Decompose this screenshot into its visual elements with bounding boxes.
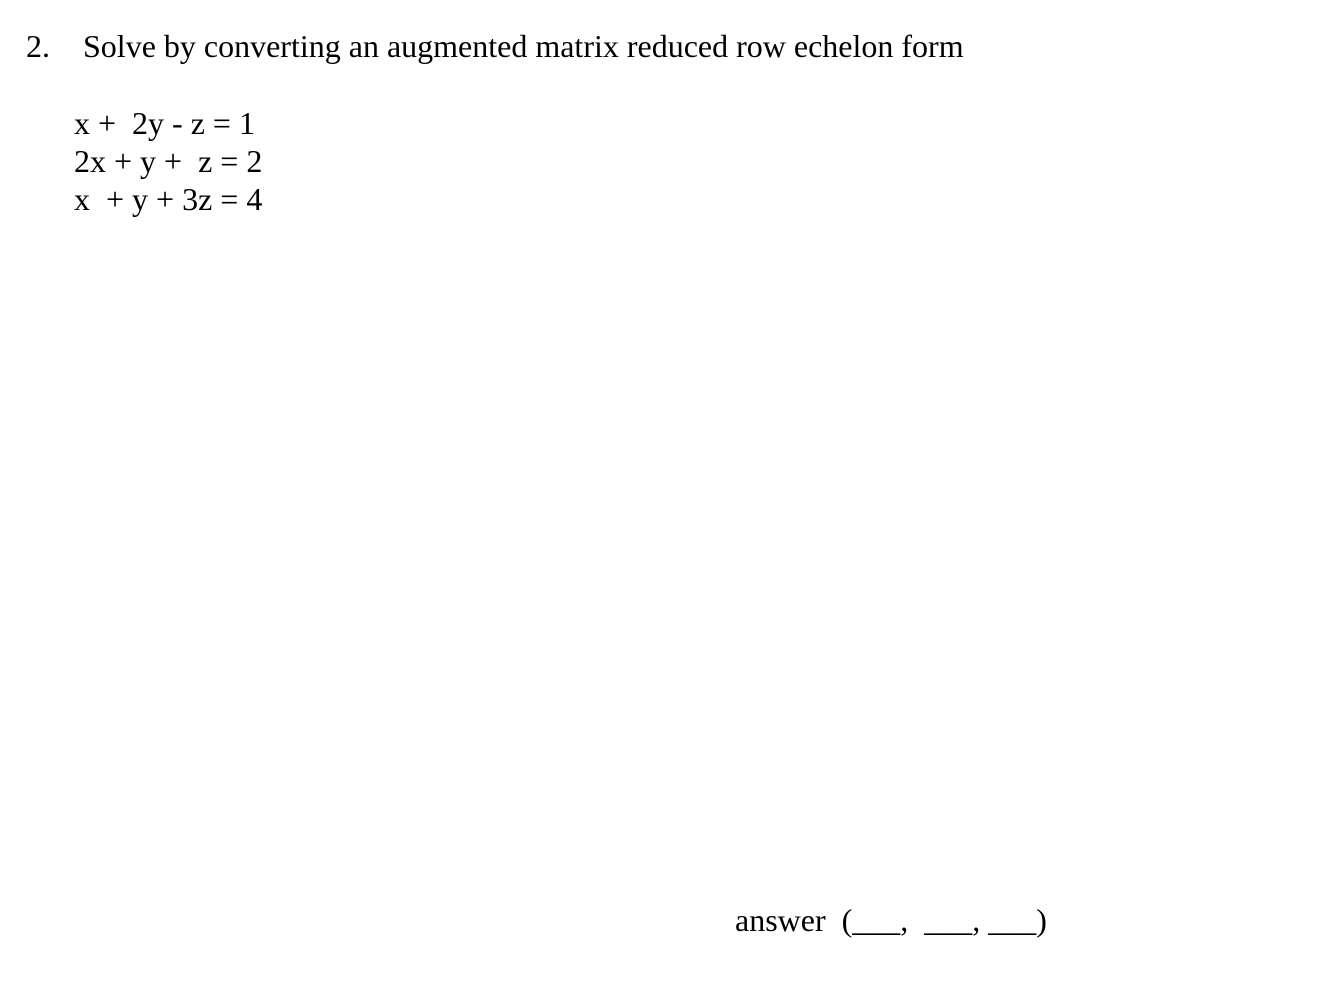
answer-label: answer <box>735 902 826 938</box>
equation-system <box>74 104 262 218</box>
answer-row <box>735 900 1047 940</box>
equation-3: x + y + 3z = 4 <box>74 181 263 217</box>
equation-1: x + 2y - z = 1 <box>74 105 255 141</box>
question-number: 2. <box>26 28 50 64</box>
question-text: Solve by converting an augmented matrix reduced row echelon form <box>83 28 964 64</box>
answer-blanks: (___, ___, ___) <box>841 902 1047 938</box>
equation-2: 2x + y + z = 2 <box>74 143 263 179</box>
